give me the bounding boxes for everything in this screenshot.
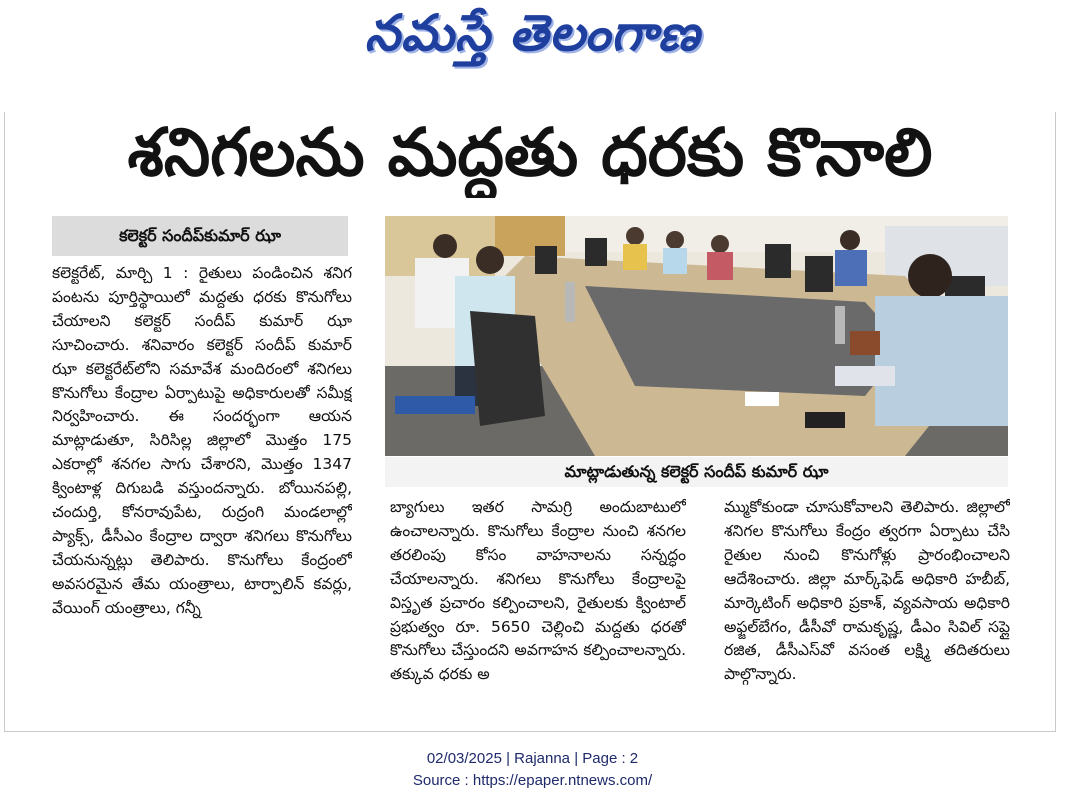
frame-right-rule [1055,112,1056,732]
masthead-title: నమస్తే తెలంగాణ [364,4,701,62]
article-column-2 [390,496,686,720]
frame-bottom-rule [4,731,1056,732]
article-byline: కలెక్టర్ సందీప్‌కుమార్ ఝా [52,216,348,256]
column-3-text: మ్ముకోకుండా చూసుకోవాలని తెలిపారు. జిల్లాలో శనిగల కొనుగోలు కేంద్రం త్వరగా ఏర్పాటు చేసి రైతుల నుంచి కొనుగోళ్లు ప్రారంభించాలని ఆదేశించారు. జిల్లా మార్క్‌ఫెడ్ అధికారి హబీబ్, మార్కెటింగ్ అధికారి ప్రకాశ్, వ్యవసాయ అధికారి అఫ్జల్‌బేగం, డీసీవో రామకృష్ణ, డీఎం సివిల్ సప్లై రజిత, డీసీఎస్‌వో వసంత లక్ష్మి తదితరులు పాల్గొన్నారు. [724,498,1010,684]
article-photo [385,216,1008,456]
column-1-text: కలెక్టరేట్, మార్చి 1 : రైతులు పండించిన శనిగ పంటను పూర్తిస్థాయిలో మద్దతు ధరకు కొనుగోలు చేయాలని కలెక్టర్ సందీప్ కుమార్ ఝా సూచించారు. శనివారం కలెక్టర్ సందీప్ కుమార్ ఝా కలెక్టరేట్‌లోని సమావేశ మందిరంలో శనిగలు కొనుగోలు కేంద్రాల ఏర్పాటుపై అధికారులతో సమీక్ష నిర్వహించారు. ఈ సందర్భంగా ఆయన మాట్లాడుతూ, సిరిసిల్ల జిల్లాలో మొత్తం 175 ఎకరాల్లో శనగల సాగు చేశారని, మొత్తం 1347 క్వింటాళ్ల దిగుబడి వస్తుందన్నారు. బోయినపల్లి, చందుర్తి, కోనరావుపేట, రుద్రంగి మండలాల్లో ప్యాక్స్, డీసీఎం కేంద్రాల ద్వారా శనిగలు కొనుగోలు చేయనున్నట్లు తెలిపారు. కొనుగోలు కేంద్రంలో అవసరమైన తేమ యంత్రాలు, టార్పాలిన్ కవర్లు, వేయింగ్ యంత్రాలు, గన్నీ [52,264,352,617]
column-2-text: బ్యాగులు ఇతర సామగ్రి అందుబాటులో ఉంచాలన్నారు. కొనుగోలు కేంద్రాల నుంచి శనగల తరలింపు కోసం వాహనాలను సన్నద్ధం చేయాలన్నారు. శనిగలు కొనుగోలు కేంద్రాలపై విస్తృత ప్రచారం కల్పించాలని, రైతులకు క్వింటాల్ ప్రభుత్వం రూ. 5650 చెల్లించి మద్దతు ధరతో కొనుగోలు చేస్తుందని అవగాహన కల్పించాలన్నారు. తక్కువ ధరకు అ [390,498,686,684]
frame-left-rule [4,112,5,732]
meeting-photo-image [385,216,1008,456]
article-headline: శనిగలను మద్దతు ధరకు కొనాలి [127,114,933,191]
photo-caption: మాట్లాడుతున్న కలెక్టర్ సందీప్ కుమార్ ఝా [385,457,1008,487]
footer-date-page: 02/03/2025 | Rajanna | Page : 2 [426,750,639,767]
footer-source: Source : https://epaper.ntnews.com/ [412,772,653,789]
article-column-1 [52,262,352,722]
newspaper-masthead [0,4,1065,74]
article-column-3 [724,496,1010,720]
